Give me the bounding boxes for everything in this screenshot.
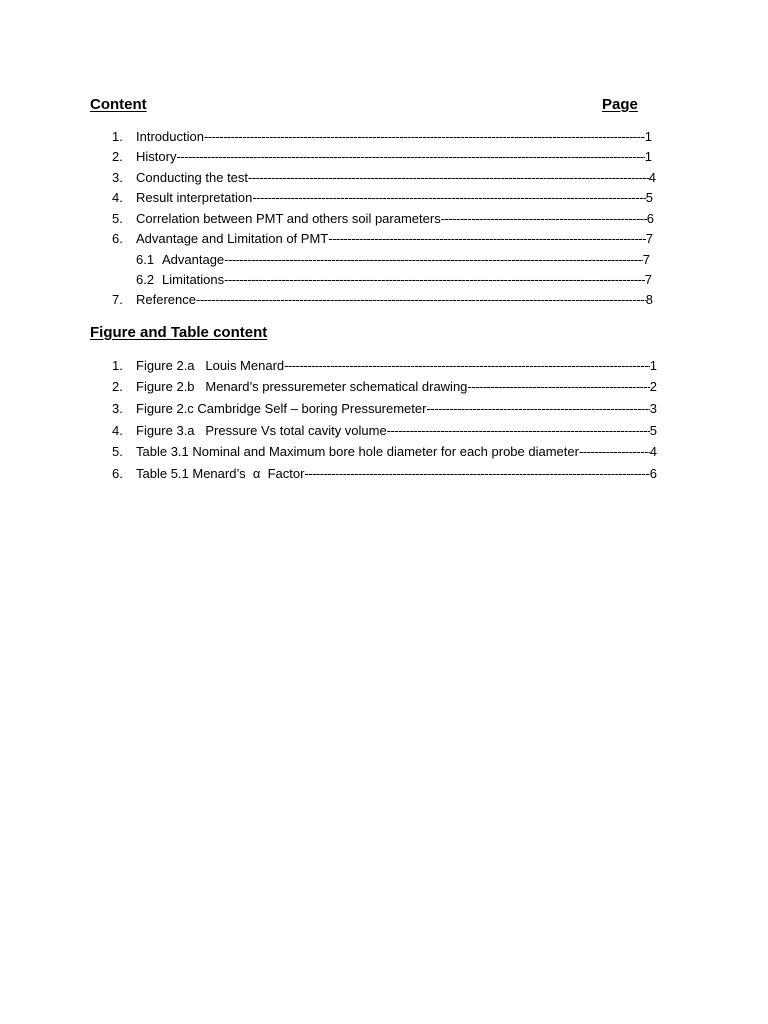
dot-leader [426,399,649,419]
toc-entry-number: 4. [112,190,123,205]
toc-entry-label: Reference [136,292,196,307]
figure-entry-2b [112,377,657,397]
table-entry-5-1 [112,464,657,484]
toc-entry-number: 3. [112,170,123,185]
toc-entry-label: Correlation between PMT and others soil parameters [136,211,441,226]
figures-heading: Figure and Table content [90,324,268,341]
dot-leader [176,147,644,167]
toc-entry-number: 6. [112,231,123,246]
toc-entry-introduction [112,127,652,147]
toc-entry-conducting-test [112,168,656,188]
figure-entry-label: Figure 2.c Cambridge Self – boring Pressuremeter [136,401,427,416]
toc-subentry-advantage [136,250,650,270]
figure-entry-label: Figure 2.b Menard’s pressuremeter schematical drawing [136,379,468,394]
toc-entry-number: 1. [112,129,123,144]
figure-entry-label: Figure 3.a Pressure Vs total cavity volume [136,423,387,438]
toc-entry-reference [112,290,653,310]
figure-entry-number: 5. [112,444,123,459]
toc-entry-page: 7 [644,272,652,287]
toc-entry-history [112,147,652,167]
toc-entry-page: 1 [644,149,652,164]
toc-entry-number: 2. [112,149,123,164]
dot-leader [387,421,650,441]
toc-entry-page: 1 [644,129,652,144]
dot-leader [252,188,645,208]
dot-leader [467,377,649,397]
figure-entry-number: 2. [112,379,123,394]
toc-entry-label: Conducting the test [136,170,249,185]
dot-leader [441,209,647,229]
figure-entry-2c [112,399,657,419]
figure-entry-page: 2 [649,379,657,394]
figure-entry-page: 4 [649,444,657,459]
toc-entry-label: History [136,149,177,164]
toc-entry-page: 7 [645,231,653,246]
figure-entry-2a [112,356,657,376]
figure-entry-page: 5 [649,423,657,438]
figure-entry-page: 3 [649,401,657,416]
toc-entry-page: 5 [645,190,653,205]
dot-leader [304,464,649,484]
toc-entry-label: Result interpretation [136,190,253,205]
contents-heading: Content [90,96,147,113]
dot-leader [224,270,645,290]
figure-entry-label: Table 5.1 Menard’s α Factor [136,466,305,481]
toc-entry-label: Introduction [136,129,204,144]
figure-entry-number: 4. [112,423,123,438]
toc-entry-result-interpretation [112,188,653,208]
toc-entry-number: 6.2 [136,272,155,287]
toc-entry-number: 7. [112,292,123,307]
page-column-heading: Page [602,96,638,113]
toc-entry-label: Advantage [162,252,225,267]
figure-entry-label: Figure 2.a Louis Menard [136,358,285,373]
toc-entry-number: 5. [112,211,123,226]
figure-entry-3a [112,421,657,441]
figure-entry-page: 1 [649,358,657,373]
toc-entry-page: 8 [645,292,653,307]
dot-leader [248,168,649,188]
toc-entry-label: Limitations [162,272,225,287]
toc-entry-page: 6 [646,211,654,226]
toc-entry-number: 6.1 [136,252,155,267]
toc-subentry-limitations [136,270,652,290]
toc-entry-page: 7 [642,252,650,267]
toc-entry-page: 4 [648,170,656,185]
toc-entry-advantage-limitation [112,229,653,249]
dot-leader [579,442,650,462]
figure-entry-number: 3. [112,401,123,416]
dot-leader [204,127,645,147]
figure-entry-number: 1. [112,358,123,373]
dot-leader [224,250,643,270]
toc-entry-correlation [112,209,654,229]
dot-leader [328,229,646,249]
table-entry-3-1 [112,442,657,462]
figure-entry-page: 6 [649,466,657,481]
dot-leader [284,356,650,376]
figure-entry-number: 6. [112,466,123,481]
toc-entry-label: Advantage and Limitation of PMT [136,231,329,246]
figure-entry-label: Table 3.1 Nominal and Maximum bore hole diameter for each probe diameter [136,444,579,459]
dot-leader [196,290,646,310]
